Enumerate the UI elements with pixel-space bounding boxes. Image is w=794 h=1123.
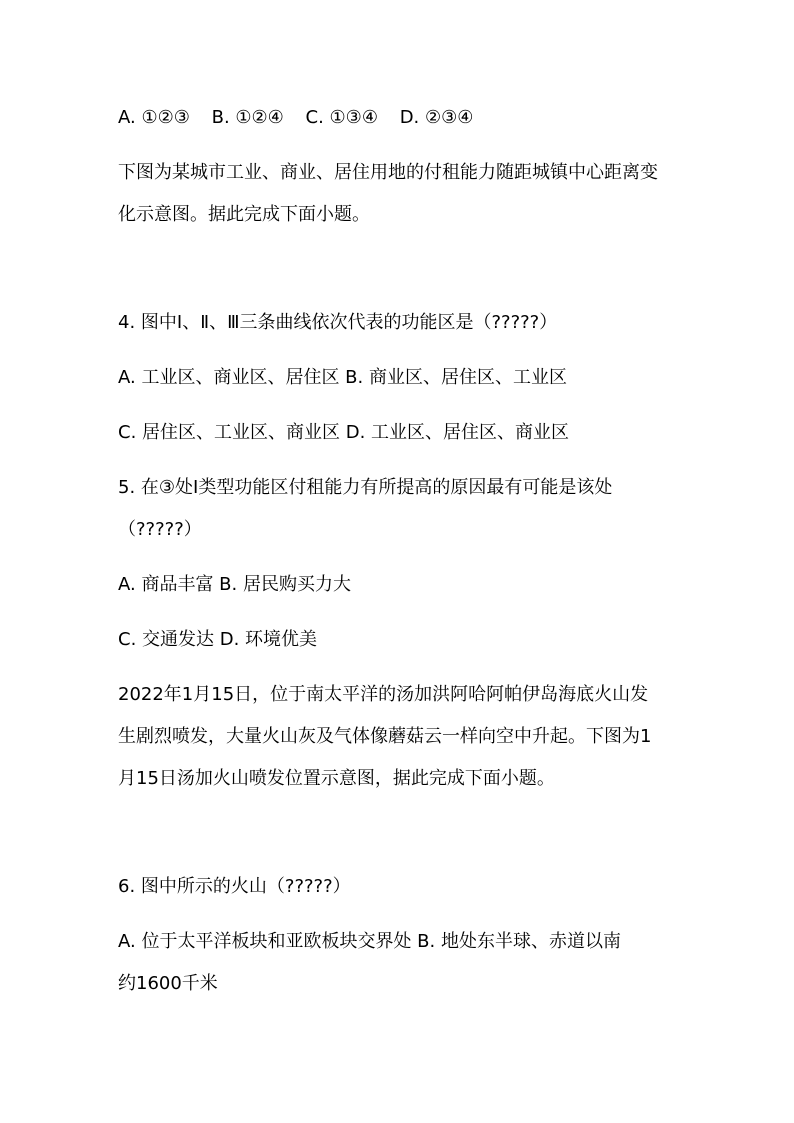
q4-options-ab: A. 工业区、商业区、居住区 B. 商业区、居住区、工业区	[118, 367, 567, 388]
intro1-line2: 化示意图。据此完成下面小题。	[118, 204, 370, 225]
q6-options-ab-line2: 约1600千米	[118, 973, 218, 994]
q6-stem: 6. 图中所示的火山（?????）	[118, 876, 351, 897]
intro2-line3: 月15日汤加火山喷发位置示意图，据此完成下面小题。	[118, 768, 555, 789]
q3-option-b: B. ①②④	[211, 107, 284, 128]
intro1-line1: 下图为某城市工业、商业、居住用地的付租能力随距城镇中心距离变	[118, 162, 658, 183]
q5-stem-line1: 5. 在③处Ⅰ类型功能区付租能力有所提高的原因最有可能是该处	[118, 477, 613, 498]
q3-option-d: D. ②③④	[399, 107, 474, 128]
q5-options-ab: A. 商品丰富 B. 居民购买力大	[118, 574, 351, 595]
q5-options-cd: C. 交通发达 D. 环境优美	[118, 629, 318, 650]
q4-options-cd: C. 居住区、工业区、商业区 D. 工业区、居住区、商业区	[118, 422, 570, 443]
q3-option-c: C. ①③④	[305, 107, 378, 128]
q3-options-row	[118, 106, 473, 130]
intro2-line1: 2022年1月15日，位于南太平洋的汤加洪阿哈阿帕伊岛海底火山发	[118, 684, 649, 705]
q5-stem-line2: （?????）	[118, 519, 202, 540]
q4-stem: 4. 图中Ⅰ、Ⅱ、Ⅲ三条曲线依次代表的功能区是（?????）	[118, 312, 558, 333]
q3-option-a: A. ①②③	[118, 107, 190, 128]
intro2-line2: 生剧烈喷发，大量火山灰及气体像蘑菇云一样向空中升起。下图为1	[118, 726, 652, 747]
q6-options-ab-line1: A. 位于太平洋板块和亚欧板块交界处 B. 地处东半球、赤道以南	[118, 931, 621, 952]
